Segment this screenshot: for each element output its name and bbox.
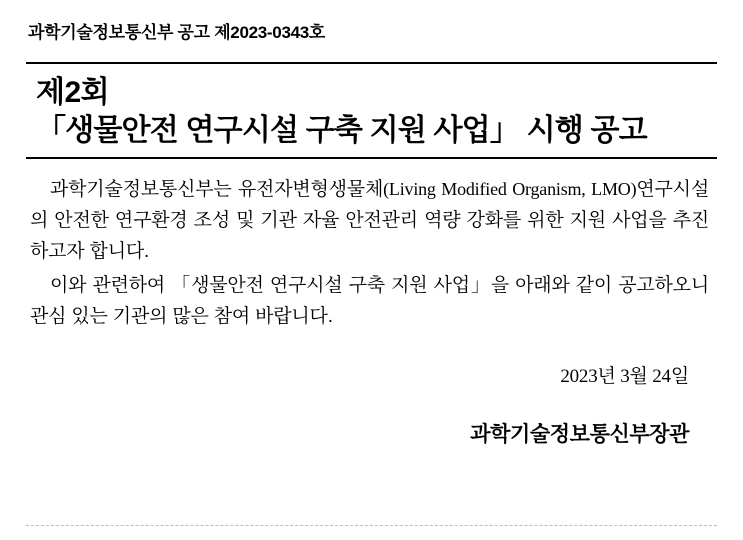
title-line-2: 「생물안전 연구시설 구축 지원 사업」 시행 공고 xyxy=(36,113,647,147)
body-block xyxy=(26,159,717,333)
paragraph-1-lead: 과학기술정보통신부는 유전자변형생물체 xyxy=(50,179,384,200)
paragraph-2-text: 이와 관련하여 「생물안전 연구시설 구축 지원 사업」을 아래와 같이 공고하오니 관심 있는 기관의 많은 참여 바랍니다. xyxy=(30,275,709,328)
paragraph-1 xyxy=(30,175,709,267)
paragraph-1-latin: (Living Modified Organism, LMO) xyxy=(383,179,637,199)
title-line-1: 제2회 xyxy=(36,76,110,109)
paragraph-1-rest: 연구시설의 안전한 연구환경 조성 및 기관 자율 안전관리 역량 강화를 위한 지원 사업을 추진하고자 합니다. xyxy=(30,179,709,262)
signer-name: 과학기술정보통신부장관 xyxy=(470,422,689,446)
paragraph-2 xyxy=(30,271,709,333)
page-bottom-divider xyxy=(26,525,717,526)
document-number: 과학기술정보통신부 공고 제2023-0343호 xyxy=(28,23,326,42)
title-block xyxy=(26,64,717,149)
issue-date: 2023년 3월 24일 xyxy=(560,365,689,387)
